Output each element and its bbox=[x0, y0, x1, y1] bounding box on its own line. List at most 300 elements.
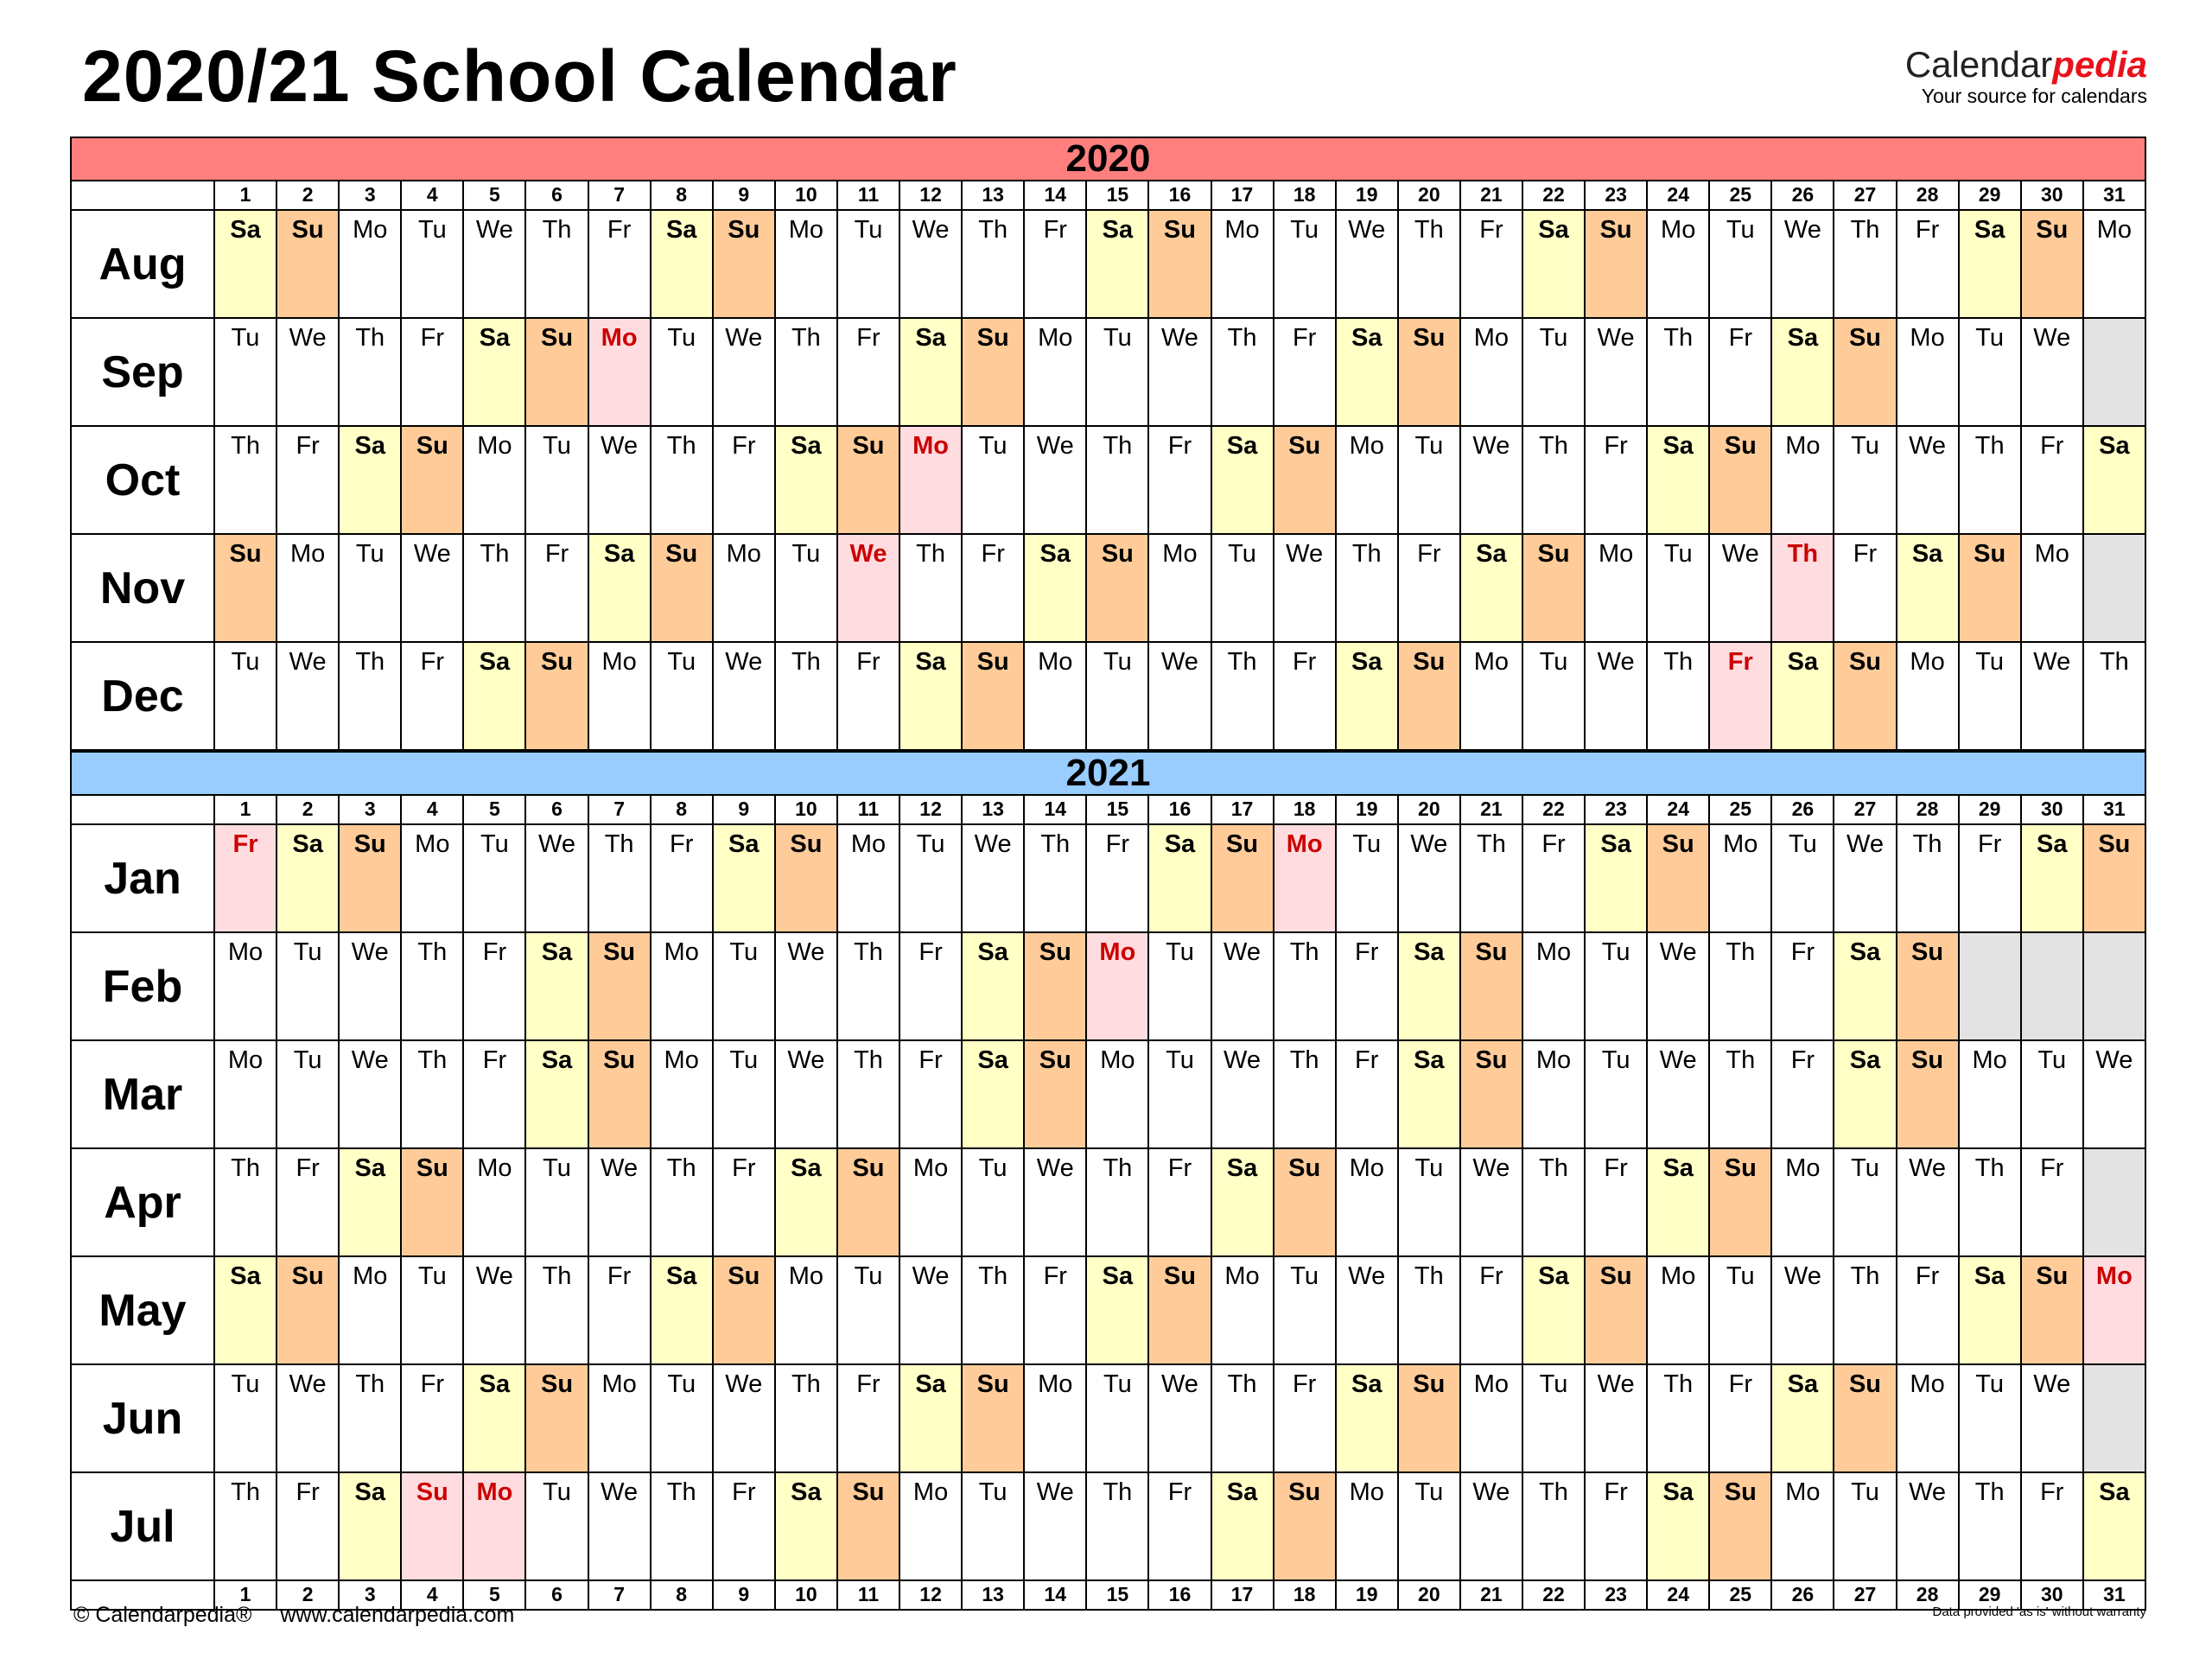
sunday-cell[interactable]: Su bbox=[402, 1149, 464, 1255]
day-cell[interactable]: Th bbox=[1399, 211, 1461, 317]
saturday-cell[interactable]: Sa bbox=[963, 1041, 1025, 1147]
sunday-cell[interactable]: Su bbox=[838, 427, 900, 533]
day-cell[interactable]: Fr bbox=[1274, 1365, 1337, 1471]
saturday-cell[interactable]: Sa bbox=[1337, 319, 1399, 425]
day-cell[interactable]: Tu bbox=[1274, 211, 1337, 317]
day-cell[interactable]: Fr bbox=[1399, 535, 1461, 641]
day-cell[interactable]: Th bbox=[1212, 319, 1274, 425]
day-cell[interactable]: Fr bbox=[1772, 1041, 1834, 1147]
saturday-cell[interactable]: Sa bbox=[215, 1257, 277, 1363]
sunday-cell[interactable]: Su bbox=[277, 1257, 340, 1363]
day-cell[interactable]: Th bbox=[1523, 1473, 1586, 1579]
sunday-cell[interactable]: Su bbox=[714, 1257, 776, 1363]
day-cell[interactable]: Tu bbox=[1960, 643, 2022, 749]
day-cell[interactable]: Fr bbox=[1149, 1149, 1211, 1255]
day-cell[interactable]: Fr bbox=[2022, 427, 2084, 533]
sunday-cell[interactable]: Su bbox=[714, 211, 776, 317]
saturday-cell[interactable]: Sa bbox=[464, 643, 526, 749]
saturday-cell[interactable]: Sa bbox=[1648, 1149, 1710, 1255]
saturday-cell[interactable]: Sa bbox=[1212, 427, 1274, 533]
day-cell[interactable]: Fr bbox=[1025, 1257, 1087, 1363]
day-cell[interactable]: Tu bbox=[526, 1473, 588, 1579]
day-cell[interactable]: Th bbox=[1523, 1149, 1586, 1255]
day-cell[interactable]: Fr bbox=[1586, 1149, 1648, 1255]
day-cell[interactable]: Fr bbox=[2022, 1149, 2084, 1255]
sunday-cell[interactable]: Su bbox=[2022, 1257, 2084, 1363]
day-cell[interactable]: We bbox=[1337, 1257, 1399, 1363]
day-cell[interactable]: Th bbox=[776, 319, 838, 425]
sunday-cell[interactable]: Su bbox=[1710, 1149, 1772, 1255]
sunday-cell[interactable]: Su bbox=[1149, 1257, 1211, 1363]
sunday-cell[interactable]: Su bbox=[1274, 1473, 1337, 1579]
saturday-cell[interactable]: Sa bbox=[1772, 643, 1834, 749]
empty-day-cell[interactable] bbox=[1960, 933, 2022, 1039]
sunday-cell[interactable]: Su bbox=[1399, 319, 1461, 425]
day-cell[interactable]: Fr bbox=[589, 1257, 652, 1363]
sunday-cell[interactable]: Su bbox=[2022, 211, 2084, 317]
day-cell[interactable]: Th bbox=[1274, 933, 1337, 1039]
day-cell[interactable]: We bbox=[1710, 535, 1772, 641]
saturday-cell[interactable]: Sa bbox=[464, 1365, 526, 1471]
day-cell[interactable]: Fr bbox=[1025, 211, 1087, 317]
day-cell[interactable]: Th bbox=[1897, 825, 1960, 931]
day-cell[interactable]: We bbox=[1897, 1149, 1960, 1255]
sunday-cell[interactable]: Su bbox=[215, 535, 277, 641]
brand-logo[interactable] bbox=[1905, 45, 2147, 107]
sunday-cell[interactable]: Su bbox=[1025, 933, 1087, 1039]
day-cell[interactable]: Tu bbox=[1960, 319, 2022, 425]
day-cell[interactable]: We bbox=[340, 1041, 402, 1147]
saturday-cell[interactable]: Sa bbox=[340, 1473, 402, 1579]
saturday-cell[interactable]: Sa bbox=[1399, 933, 1461, 1039]
holiday-day-cell[interactable]: Mo bbox=[1274, 825, 1337, 931]
day-cell[interactable]: Tu bbox=[526, 427, 588, 533]
day-cell[interactable]: Tu bbox=[1087, 319, 1149, 425]
day-cell[interactable]: Fr bbox=[714, 1149, 776, 1255]
saturday-cell[interactable]: Sa bbox=[1834, 933, 1897, 1039]
sunday-cell[interactable]: Su bbox=[589, 933, 652, 1039]
empty-day-cell[interactable] bbox=[2084, 933, 2145, 1039]
holiday-day-cell[interactable]: Mo bbox=[900, 427, 963, 533]
saturday-cell[interactable]: Sa bbox=[900, 1365, 963, 1471]
day-cell[interactable]: Tu bbox=[838, 211, 900, 317]
saturday-cell[interactable]: Sa bbox=[963, 933, 1025, 1039]
day-cell[interactable]: Mo bbox=[1523, 933, 1586, 1039]
day-cell[interactable]: Tu bbox=[652, 319, 714, 425]
day-cell[interactable]: Th bbox=[464, 535, 526, 641]
day-cell[interactable]: We bbox=[2022, 319, 2084, 425]
day-cell[interactable]: Th bbox=[1834, 211, 1897, 317]
day-cell[interactable]: Mo bbox=[464, 1149, 526, 1255]
day-cell[interactable]: Mo bbox=[1523, 1041, 1586, 1147]
day-cell[interactable]: Mo bbox=[1586, 535, 1648, 641]
day-cell[interactable]: Mo bbox=[1772, 427, 1834, 533]
saturday-cell[interactable]: Sa bbox=[464, 319, 526, 425]
day-cell[interactable]: Mo bbox=[652, 1041, 714, 1147]
day-cell[interactable]: Fr bbox=[1897, 1257, 1960, 1363]
day-cell[interactable]: Fr bbox=[402, 1365, 464, 1471]
day-cell[interactable]: Th bbox=[1461, 825, 1523, 931]
sunday-cell[interactable]: Su bbox=[1960, 535, 2022, 641]
holiday-day-cell[interactable]: Mo bbox=[1087, 933, 1149, 1039]
day-cell[interactable]: Fr bbox=[1461, 1257, 1523, 1363]
day-cell[interactable]: Th bbox=[340, 643, 402, 749]
day-cell[interactable]: Mo bbox=[1337, 427, 1399, 533]
day-cell[interactable]: Th bbox=[900, 535, 963, 641]
saturday-cell[interactable]: Sa bbox=[1212, 1149, 1274, 1255]
day-cell[interactable]: Fr bbox=[1274, 319, 1337, 425]
day-cell[interactable]: Mo bbox=[1772, 1473, 1834, 1579]
day-cell[interactable]: Mo bbox=[215, 1041, 277, 1147]
day-cell[interactable]: Th bbox=[1087, 1149, 1149, 1255]
day-cell[interactable]: Tu bbox=[963, 1473, 1025, 1579]
day-cell[interactable]: We bbox=[776, 1041, 838, 1147]
saturday-cell[interactable]: Sa bbox=[2084, 427, 2145, 533]
day-cell[interactable]: We bbox=[900, 211, 963, 317]
day-cell[interactable]: Tu bbox=[1523, 1365, 1586, 1471]
saturday-cell[interactable]: Sa bbox=[714, 825, 776, 931]
day-cell[interactable]: Fr bbox=[714, 1473, 776, 1579]
day-cell[interactable]: Mo bbox=[1960, 1041, 2022, 1147]
day-cell[interactable]: Tu bbox=[652, 643, 714, 749]
day-cell[interactable]: Tu bbox=[1586, 933, 1648, 1039]
day-cell[interactable]: Mo bbox=[838, 825, 900, 931]
day-cell[interactable]: Tu bbox=[963, 427, 1025, 533]
day-cell[interactable]: Th bbox=[1274, 1041, 1337, 1147]
saturday-cell[interactable]: Sa bbox=[1523, 1257, 1586, 1363]
day-cell[interactable]: Fr bbox=[464, 1041, 526, 1147]
day-cell[interactable]: We bbox=[1025, 1149, 1087, 1255]
day-cell[interactable]: Fr bbox=[1087, 825, 1149, 931]
day-cell[interactable]: Th bbox=[402, 1041, 464, 1147]
day-cell[interactable]: Th bbox=[1212, 1365, 1274, 1471]
day-cell[interactable]: Fr bbox=[838, 643, 900, 749]
day-cell[interactable]: Mo bbox=[1648, 1257, 1710, 1363]
day-cell[interactable]: Fr bbox=[838, 1365, 900, 1471]
day-cell[interactable]: Th bbox=[1960, 1149, 2022, 1255]
saturday-cell[interactable]: Sa bbox=[652, 211, 714, 317]
day-cell[interactable]: Th bbox=[340, 319, 402, 425]
day-cell[interactable]: Fr bbox=[1586, 427, 1648, 533]
sunday-cell[interactable]: Su bbox=[526, 319, 588, 425]
day-cell[interactable]: Fr bbox=[402, 319, 464, 425]
day-cell[interactable]: Tu bbox=[1710, 1257, 1772, 1363]
day-cell[interactable]: We bbox=[1772, 1257, 1834, 1363]
day-cell[interactable]: Fr bbox=[277, 1473, 340, 1579]
day-cell[interactable]: Fr bbox=[1523, 825, 1586, 931]
day-cell[interactable]: We bbox=[1897, 1473, 1960, 1579]
day-cell[interactable]: We bbox=[464, 1257, 526, 1363]
saturday-cell[interactable]: Sa bbox=[1149, 825, 1211, 931]
day-cell[interactable]: Fr bbox=[1337, 933, 1399, 1039]
sunday-cell[interactable]: Su bbox=[1586, 211, 1648, 317]
day-cell[interactable]: We bbox=[589, 1149, 652, 1255]
day-cell[interactable]: Fr bbox=[1461, 211, 1523, 317]
sunday-cell[interactable]: Su bbox=[1710, 1473, 1772, 1579]
sunday-cell[interactable]: Su bbox=[526, 1365, 588, 1471]
day-cell[interactable]: Tu bbox=[402, 211, 464, 317]
day-cell[interactable]: Tu bbox=[402, 1257, 464, 1363]
sunday-cell[interactable]: Su bbox=[526, 643, 588, 749]
day-cell[interactable]: Mo bbox=[1337, 1473, 1399, 1579]
day-cell[interactable]: Th bbox=[526, 1257, 588, 1363]
sunday-cell[interactable]: Su bbox=[1461, 1041, 1523, 1147]
day-cell[interactable]: Th bbox=[1087, 1473, 1149, 1579]
day-cell[interactable]: Tu bbox=[1087, 643, 1149, 749]
day-cell[interactable]: We bbox=[1461, 427, 1523, 533]
day-cell[interactable]: Mo bbox=[1087, 1041, 1149, 1147]
day-cell[interactable]: We bbox=[714, 643, 776, 749]
day-cell[interactable]: Tu bbox=[1710, 211, 1772, 317]
sunday-cell[interactable]: Su bbox=[1897, 1041, 1960, 1147]
saturday-cell[interactable]: Sa bbox=[1897, 535, 1960, 641]
sunday-cell[interactable]: Su bbox=[1834, 1365, 1897, 1471]
day-cell[interactable]: Fr bbox=[900, 933, 963, 1039]
sunday-cell[interactable]: Su bbox=[1399, 1365, 1461, 1471]
day-cell[interactable]: We bbox=[1337, 211, 1399, 317]
day-cell[interactable]: Tu bbox=[1087, 1365, 1149, 1471]
day-cell[interactable]: Th bbox=[776, 643, 838, 749]
saturday-cell[interactable]: Sa bbox=[900, 643, 963, 749]
day-cell[interactable]: Mo bbox=[1337, 1149, 1399, 1255]
day-cell[interactable]: Mo bbox=[589, 643, 652, 749]
day-cell[interactable]: Tu bbox=[1772, 825, 1834, 931]
day-cell[interactable]: Th bbox=[215, 1149, 277, 1255]
day-cell[interactable]: Th bbox=[1960, 1473, 2022, 1579]
day-cell[interactable]: We bbox=[2022, 1365, 2084, 1471]
saturday-cell[interactable]: Sa bbox=[1772, 1365, 1834, 1471]
sunday-cell[interactable]: Su bbox=[1087, 535, 1149, 641]
day-cell[interactable]: Th bbox=[652, 1473, 714, 1579]
sunday-cell[interactable]: Su bbox=[1274, 427, 1337, 533]
day-cell[interactable]: Mo bbox=[776, 211, 838, 317]
day-cell[interactable]: Fr bbox=[464, 933, 526, 1039]
saturday-cell[interactable]: Sa bbox=[652, 1257, 714, 1363]
saturday-cell[interactable]: Sa bbox=[776, 1149, 838, 1255]
day-cell[interactable]: Th bbox=[1337, 535, 1399, 641]
day-cell[interactable]: We bbox=[464, 211, 526, 317]
day-cell[interactable]: We bbox=[1399, 825, 1461, 931]
day-cell[interactable]: Th bbox=[1087, 427, 1149, 533]
day-cell[interactable]: Th bbox=[838, 1041, 900, 1147]
holiday-day-cell[interactable]: Mo bbox=[2084, 1257, 2145, 1363]
day-cell[interactable]: Th bbox=[838, 933, 900, 1039]
day-cell[interactable]: Mo bbox=[2096, 216, 2132, 244]
day-cell[interactable]: Mo bbox=[714, 535, 776, 641]
day-cell[interactable]: Tu bbox=[215, 643, 277, 749]
saturday-cell[interactable]: Sa bbox=[776, 427, 838, 533]
sunday-cell[interactable]: Su bbox=[402, 427, 464, 533]
sunday-cell[interactable]: Su bbox=[589, 1041, 652, 1147]
day-cell[interactable]: We bbox=[1461, 1473, 1523, 1579]
day-cell[interactable]: Tu bbox=[776, 535, 838, 641]
sunday-cell[interactable]: Su bbox=[652, 535, 714, 641]
day-cell[interactable]: Mo bbox=[900, 1149, 963, 1255]
day-cell[interactable]: Fr bbox=[1710, 1365, 1772, 1471]
day-cell[interactable]: Tu bbox=[464, 825, 526, 931]
day-cell[interactable]: Mo bbox=[464, 427, 526, 533]
day-cell[interactable]: Fr bbox=[1274, 643, 1337, 749]
day-cell[interactable]: Fr bbox=[1897, 211, 1960, 317]
day-cell[interactable]: We bbox=[1834, 825, 1897, 931]
day-cell[interactable]: Th bbox=[963, 211, 1025, 317]
holiday-day-cell[interactable]: Fr bbox=[215, 825, 277, 931]
day-cell[interactable]: Mo bbox=[402, 825, 464, 931]
day-cell[interactable]: Fr bbox=[1710, 319, 1772, 425]
day-cell[interactable]: Mo bbox=[652, 933, 714, 1039]
day-cell[interactable]: Mo bbox=[1025, 1365, 1087, 1471]
holiday-day-cell[interactable]: We bbox=[838, 535, 900, 641]
day-cell[interactable]: Mo bbox=[1025, 643, 1087, 749]
day-cell[interactable]: Th bbox=[1025, 825, 1087, 931]
day-cell[interactable]: We bbox=[1212, 1041, 1274, 1147]
day-cell[interactable]: Tu bbox=[526, 1149, 588, 1255]
sunday-cell[interactable]: Su bbox=[1586, 1257, 1648, 1363]
day-cell[interactable]: We bbox=[714, 1365, 776, 1471]
saturday-cell[interactable]: Sa bbox=[1648, 1473, 1710, 1579]
day-cell[interactable]: Th bbox=[1648, 319, 1710, 425]
day-cell[interactable]: Th bbox=[215, 427, 277, 533]
holiday-day-cell[interactable]: Su bbox=[402, 1473, 464, 1579]
saturday-cell[interactable]: Sa bbox=[1586, 825, 1648, 931]
sunday-cell[interactable]: Su bbox=[963, 1365, 1025, 1471]
saturday-cell[interactable]: Sa bbox=[2022, 825, 2084, 931]
sunday-cell[interactable]: Su bbox=[1834, 643, 1897, 749]
day-cell[interactable]: Mo bbox=[2022, 535, 2084, 641]
day-cell[interactable]: We bbox=[277, 643, 340, 749]
saturday-cell[interactable]: Sa bbox=[1960, 211, 2022, 317]
saturday-cell[interactable]: Sa bbox=[1337, 1365, 1399, 1471]
day-cell[interactable]: Mo bbox=[900, 1473, 963, 1579]
holiday-day-cell[interactable]: Mo bbox=[464, 1473, 526, 1579]
day-cell[interactable]: Mo bbox=[1772, 1149, 1834, 1255]
saturday-cell[interactable]: Sa bbox=[1025, 535, 1087, 641]
sunday-cell[interactable]: Su bbox=[1710, 427, 1772, 533]
day-cell[interactable]: Mo bbox=[1897, 643, 1960, 749]
day-cell[interactable]: We bbox=[1461, 1149, 1523, 1255]
empty-day-cell[interactable] bbox=[2084, 535, 2145, 641]
saturday-cell[interactable]: Sa bbox=[1087, 1257, 1149, 1363]
day-cell[interactable]: Th bbox=[1710, 933, 1772, 1039]
day-cell[interactable]: Mo bbox=[1461, 1365, 1523, 1471]
day-cell[interactable]: Tu bbox=[1648, 535, 1710, 641]
footer-website-link[interactable]: www.calendarpedia.com bbox=[280, 1603, 515, 1627]
saturday-cell[interactable]: Sa bbox=[1337, 643, 1399, 749]
day-cell[interactable]: Fr bbox=[1960, 825, 2022, 931]
day-cell[interactable]: Fr bbox=[1149, 427, 1211, 533]
day-cell[interactable]: Mo bbox=[1648, 211, 1710, 317]
sunday-cell[interactable]: Su bbox=[1149, 211, 1211, 317]
day-cell[interactable]: We bbox=[776, 933, 838, 1039]
day-cell[interactable]: We bbox=[2095, 1046, 2133, 1074]
saturday-cell[interactable]: Sa bbox=[1772, 319, 1834, 425]
day-cell[interactable]: Fr bbox=[900, 1041, 963, 1147]
day-cell[interactable]: Th bbox=[526, 211, 588, 317]
day-cell[interactable]: Th bbox=[963, 1257, 1025, 1363]
day-cell[interactable]: We bbox=[589, 427, 652, 533]
day-cell[interactable]: Fr bbox=[277, 1149, 340, 1255]
day-cell[interactable]: We bbox=[1149, 1365, 1211, 1471]
day-cell[interactable]: Th bbox=[652, 427, 714, 533]
day-cell[interactable]: Mo bbox=[776, 1257, 838, 1363]
day-cell[interactable]: Th bbox=[340, 1365, 402, 1471]
sunday-cell[interactable]: Su bbox=[776, 825, 838, 931]
day-cell[interactable]: Th bbox=[1710, 1041, 1772, 1147]
day-cell[interactable]: Th bbox=[1399, 1257, 1461, 1363]
sunday-cell[interactable]: Su bbox=[1461, 933, 1523, 1039]
day-cell[interactable]: We bbox=[340, 933, 402, 1039]
day-cell[interactable]: Mo bbox=[1212, 211, 1274, 317]
day-cell[interactable]: Fr bbox=[277, 427, 340, 533]
holiday-day-cell[interactable]: Mo bbox=[589, 319, 652, 425]
day-cell[interactable]: We bbox=[1897, 427, 1960, 533]
day-cell[interactable]: We bbox=[1648, 1041, 1710, 1147]
sunday-cell[interactable]: Su bbox=[1523, 535, 1586, 641]
sunday-cell[interactable]: Su bbox=[838, 1149, 900, 1255]
empty-day-cell[interactable] bbox=[2022, 933, 2084, 1039]
day-cell[interactable]: Th bbox=[1834, 1257, 1897, 1363]
day-cell[interactable]: Tu bbox=[1399, 427, 1461, 533]
holiday-day-cell[interactable]: Fr bbox=[1710, 643, 1772, 749]
day-cell[interactable]: Tu bbox=[963, 1149, 1025, 1255]
day-cell[interactable]: Mo bbox=[1461, 319, 1523, 425]
saturday-cell[interactable]: Sa bbox=[1834, 1041, 1897, 1147]
day-cell[interactable]: Mo bbox=[1710, 825, 1772, 931]
day-cell[interactable]: Tu bbox=[714, 933, 776, 1039]
sunday-cell[interactable]: Su bbox=[1212, 825, 1274, 931]
day-cell[interactable]: We bbox=[1772, 211, 1834, 317]
day-cell[interactable]: Tu bbox=[1834, 1473, 1897, 1579]
day-cell[interactable]: Mo bbox=[340, 211, 402, 317]
empty-day-cell[interactable] bbox=[2084, 319, 2145, 425]
saturday-cell[interactable]: Sa bbox=[340, 427, 402, 533]
day-cell[interactable]: Tu bbox=[714, 1041, 776, 1147]
day-cell[interactable]: Tu bbox=[900, 825, 963, 931]
day-cell[interactable]: Tu bbox=[215, 319, 277, 425]
day-cell[interactable]: Tu bbox=[1960, 1365, 2022, 1471]
day-cell[interactable]: We bbox=[1149, 643, 1211, 749]
day-cell[interactable]: Fr bbox=[1586, 1473, 1648, 1579]
sunday-cell[interactable]: Su bbox=[1897, 933, 1960, 1039]
day-cell[interactable]: Tu bbox=[277, 1041, 340, 1147]
saturday-cell[interactable]: Sa bbox=[526, 1041, 588, 1147]
day-cell[interactable]: Fr bbox=[838, 319, 900, 425]
day-cell[interactable]: Fr bbox=[589, 211, 652, 317]
sunday-cell[interactable]: Su bbox=[1648, 825, 1710, 931]
day-cell[interactable]: Th bbox=[1648, 643, 1710, 749]
saturday-cell[interactable]: Sa bbox=[526, 933, 588, 1039]
day-cell[interactable]: Th bbox=[589, 825, 652, 931]
sunday-cell[interactable]: Su bbox=[963, 643, 1025, 749]
day-cell[interactable]: We bbox=[1025, 1473, 1087, 1579]
saturday-cell[interactable]: Sa bbox=[2084, 1473, 2145, 1579]
day-cell[interactable]: Fr bbox=[652, 825, 714, 931]
day-cell[interactable]: We bbox=[1586, 319, 1648, 425]
day-cell[interactable]: Tu bbox=[2022, 1041, 2084, 1147]
sunday-cell[interactable]: Su bbox=[838, 1473, 900, 1579]
day-cell[interactable]: Th bbox=[1523, 427, 1586, 533]
day-cell[interactable]: We bbox=[526, 825, 588, 931]
day-cell[interactable]: Th bbox=[2099, 648, 2129, 676]
saturday-cell[interactable]: Sa bbox=[900, 319, 963, 425]
sunday-cell[interactable]: Su bbox=[1274, 1149, 1337, 1255]
day-cell[interactable]: We bbox=[1149, 319, 1211, 425]
day-cell[interactable]: Tu bbox=[1399, 1473, 1461, 1579]
day-cell[interactable]: Tu bbox=[340, 535, 402, 641]
day-cell[interactable]: We bbox=[2022, 643, 2084, 749]
day-cell[interactable]: Fr bbox=[402, 643, 464, 749]
day-cell[interactable]: Tu bbox=[1399, 1149, 1461, 1255]
